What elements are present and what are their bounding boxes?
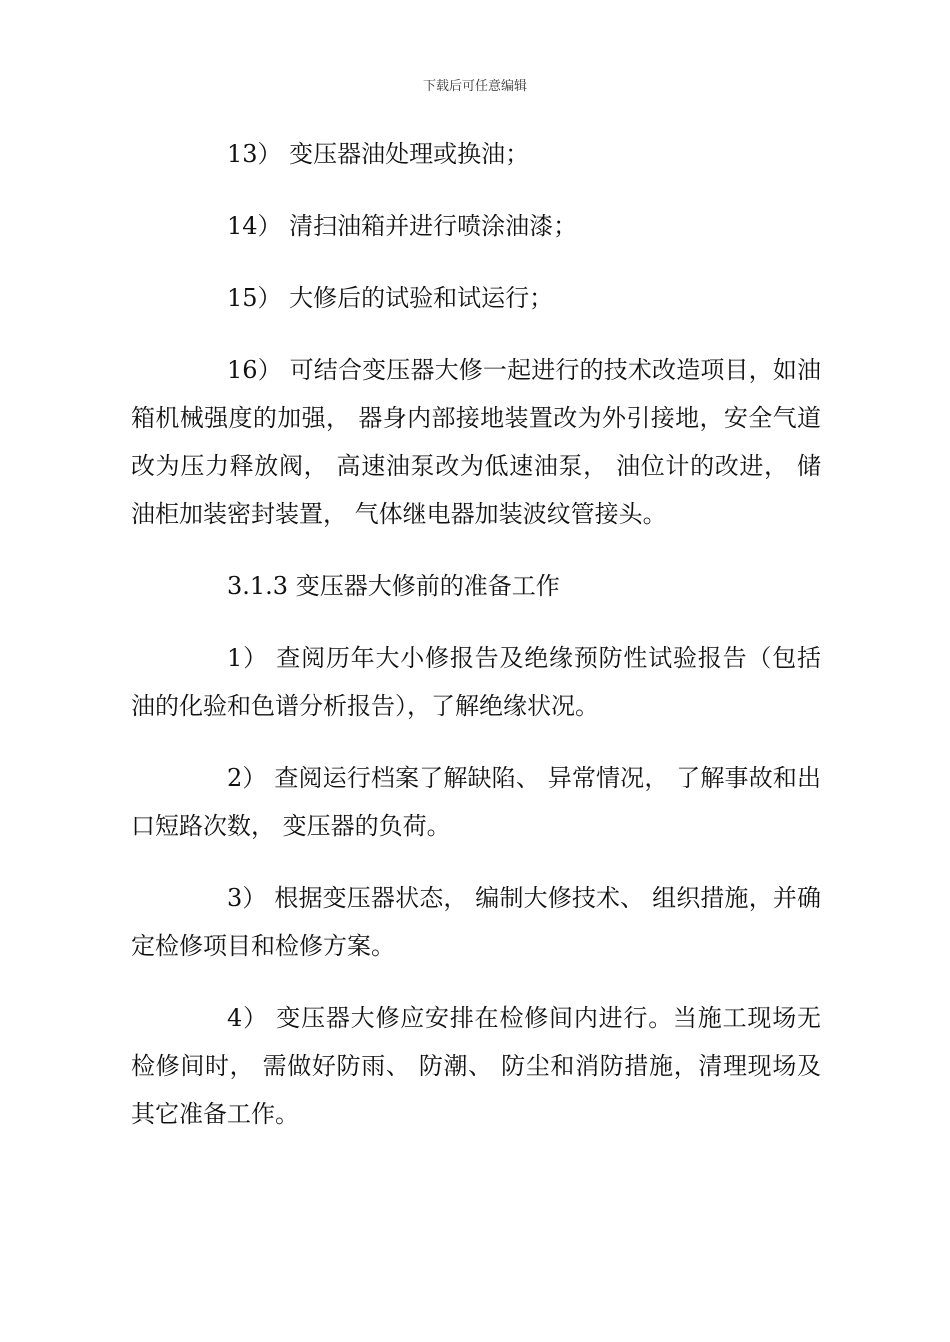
paragraph-prep-1: 1） 查阅历年大小修报告及绝缘预防性试验报告（包括油的化验和色谱分析报告），了解绝缘状况。 bbox=[131, 644, 821, 720]
paragraph-14: 14） 清扫油箱并进行喷涂油漆； bbox=[227, 212, 578, 240]
paragraph-prep-2: 2） 查阅运行档案了解缺陷、 异常情况， 了解事故和出口短路次数， 变压器的负荷。 bbox=[131, 764, 821, 840]
section-heading-3-1-3: 3.1.3 变压器大修前的准备工作 bbox=[227, 572, 560, 600]
paragraph-16: 16） 可结合变压器大修一起进行的技术改造项目，如油箱机械强度的加强， 器身内部接地装置改为外引接地，安全气道改为压力释放阀， 高速油泵改为低速油泵， 油位计的改进， 储油柜加装密封装置， 气体继电器加装波纹管接头。 bbox=[131, 356, 821, 528]
paragraph-prep-4: 4） 变压器大修应安排在检修间内进行。当施工现场无检修间时， 需做好防雨、 防潮、 防尘和消防措施，清理现场及其它准备工作。 bbox=[131, 1004, 821, 1128]
document-body bbox=[131, 130, 821, 1162]
paragraph-prep-3: 3） 根据变压器状态， 编制大修技术、 组织措施，并确定检修项目和检修方案。 bbox=[131, 884, 821, 960]
paragraph-13: 13） 变压器油处理或换油； bbox=[227, 140, 530, 168]
page-header: 下载后可任意编辑 bbox=[422, 79, 527, 94]
paragraph-15: 15） 大修后的试验和试运行； bbox=[227, 284, 554, 312]
